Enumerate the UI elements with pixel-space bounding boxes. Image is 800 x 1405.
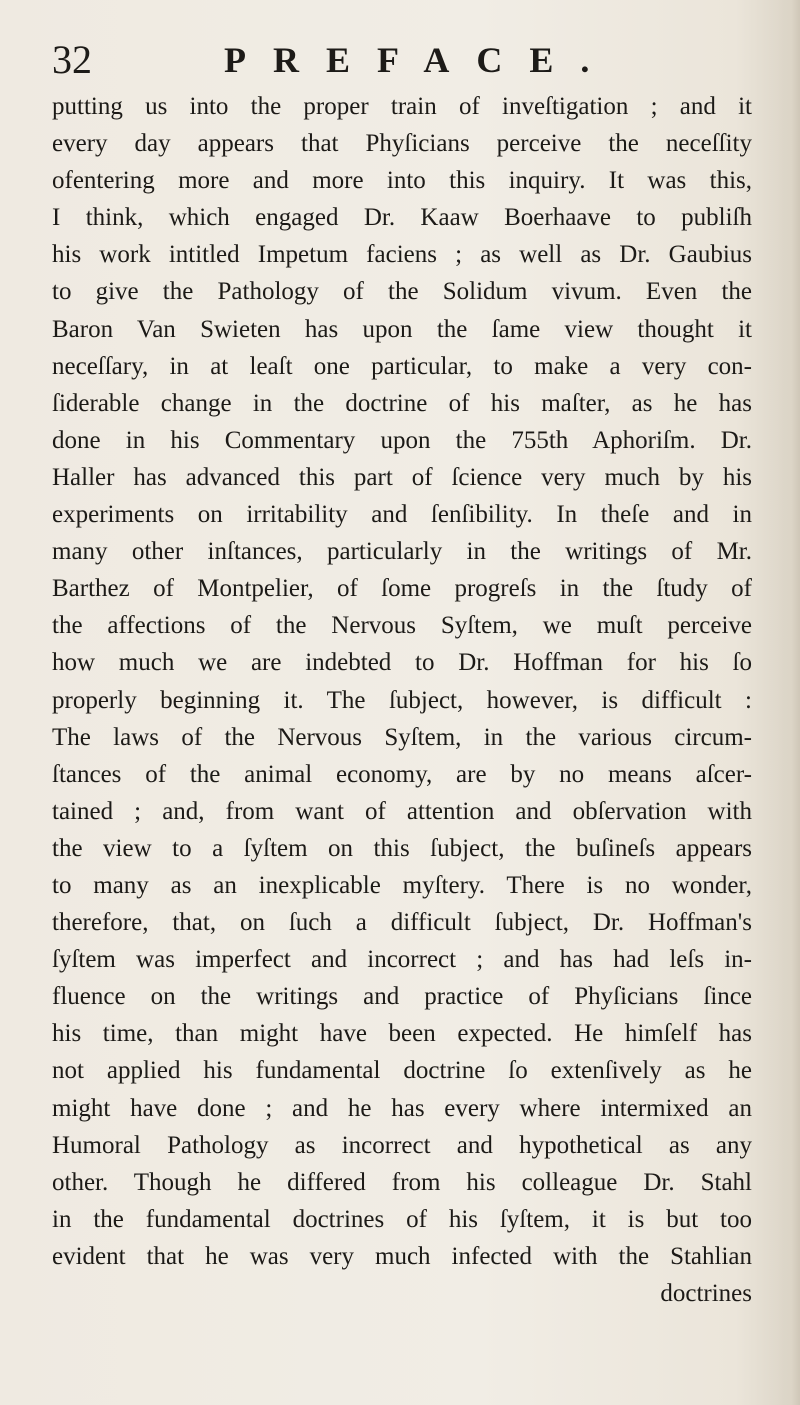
text-line: how much we are indebted to Dr. Hoffman for his ſo	[52, 649, 752, 677]
text-line: ſtances of the animal economy, are by no means aſcer-	[52, 760, 752, 788]
text-line: to many as an inexplicable myſtery. There is no wonder,	[52, 871, 752, 899]
text-line: done in his Commentary upon the 755th Aphoriſm. Dr.	[52, 426, 752, 454]
text-line: every day appears that Phyſicians perceive the neceſſity	[52, 130, 752, 158]
text-line: properly beginning it. The ſubject, however, is difficult :	[52, 686, 752, 714]
text-line: ſyſtem was imperfect and incorrect ; and has had leſs in-	[52, 946, 752, 974]
text-line: not applied his fundamental doctrine ſo extenſively as he	[52, 1057, 752, 1085]
text-line: his work intitled Impetum faciens ; as well as Dr. Gaubius	[52, 241, 752, 269]
page-edge-shadow	[778, 0, 800, 1405]
text-line: The laws of the Nervous Syſtem, in the various circum-	[52, 723, 752, 751]
page-header	[52, 30, 752, 90]
text-line: fluence on the writings and practice of Phyſicians ſince	[52, 983, 752, 1011]
page-number: 32	[52, 37, 92, 82]
text-line: the affections of the Nervous Syſtem, we muſt perceive	[52, 612, 752, 640]
text-line: tained ; and, from want of attention and obſervation with	[52, 797, 752, 825]
text-line: might have done ; and he has every where intermixed an	[52, 1094, 752, 1122]
text-line: Baron Van Swieten has upon the ſame view thought it	[52, 315, 752, 343]
text-line: Barthez of Montpelier, of ſome progreſs in the ſtudy of	[52, 575, 752, 603]
catchword: doctrines	[660, 1280, 752, 1307]
text-line: therefore, that, on ſuch a difficult ſubject, Dr. Hoffman's	[52, 909, 752, 937]
text-line: other. Though he differed from his colleague Dr. Stahl	[52, 1168, 752, 1196]
text-line: the view to a ſyſtem on this ſubject, the buſineſs appears	[52, 834, 752, 862]
text-line: to give the Pathology of the Solidum vivum. Even the	[52, 278, 752, 306]
text-line: ofentering more and more into this inquiry. It was this,	[52, 167, 752, 195]
text-line: many other inſtances, particularly in the writings of Mr.	[52, 538, 752, 566]
text-line: neceſſary, in at leaſt one particular, to make a very con-	[52, 352, 752, 380]
text-line: I think, which engaged Dr. Kaaw Boerhaave to publiſh	[52, 204, 752, 232]
text-line: putting us into the proper train of inveſtigation ; and it	[52, 93, 752, 120]
text-line: in the fundamental doctrines of his ſyſtem, it is but too	[52, 1205, 752, 1233]
running-head: PREFACE.	[224, 40, 617, 80]
body-text	[52, 88, 752, 1312]
text-line: Haller has advanced this part of ſcience very much by his	[52, 463, 752, 491]
text-line: evident that he was very much infected with the Stahlian	[52, 1242, 752, 1270]
text-line: experiments on irritability and ſenſibility. In theſe and in	[52, 501, 752, 529]
text-line: Humoral Pathology as incorrect and hypothetical as any	[52, 1131, 752, 1159]
text-line: his time, than might have been expected. He himſelf has	[52, 1020, 752, 1048]
text-line: ſiderable change in the doctrine of his maſter, as he has	[52, 389, 752, 417]
